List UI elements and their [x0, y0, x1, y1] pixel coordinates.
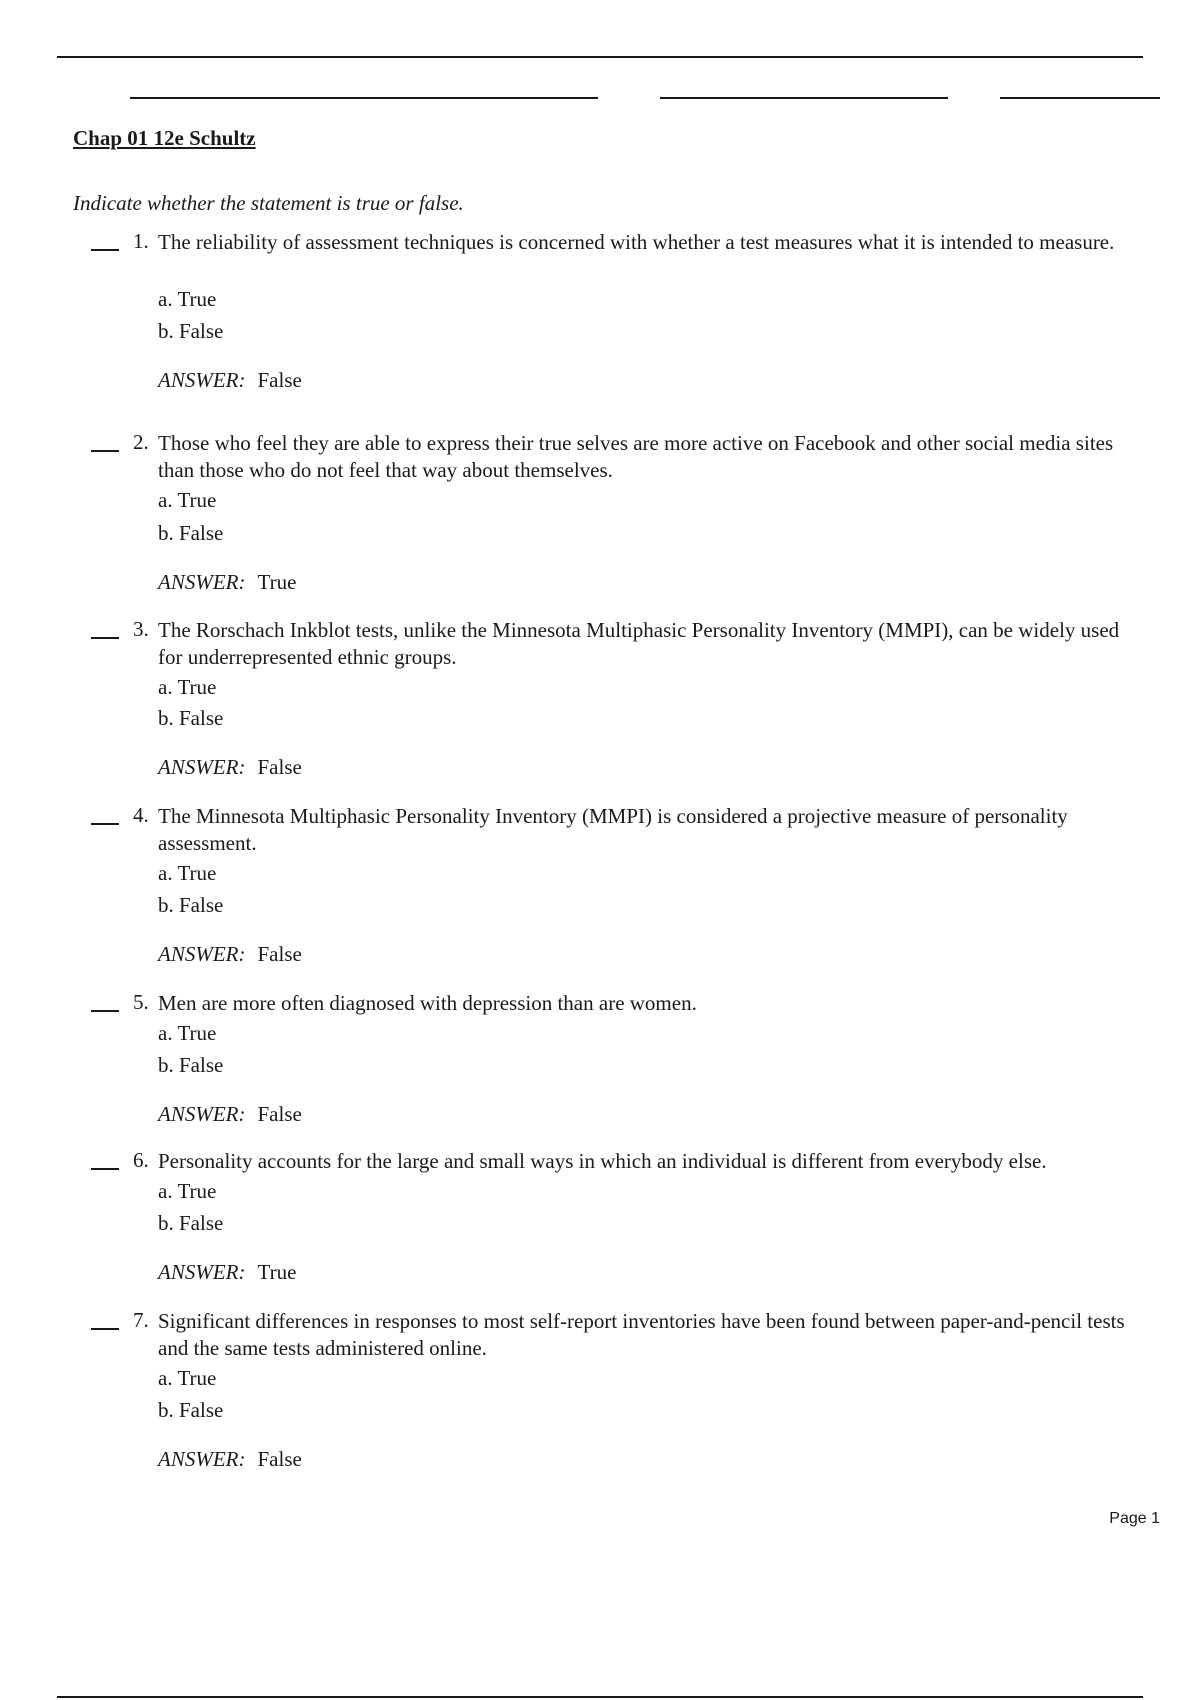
option-false: b. False [158, 1053, 224, 1077]
option-true: a. True [158, 488, 217, 512]
answer-label: ANSWER: [158, 368, 246, 392]
option-true: a. True [158, 287, 217, 311]
answer-label: ANSWER: [158, 570, 246, 594]
answer-value: False [257, 1447, 302, 1471]
question-number: 5. [133, 990, 149, 1014]
answer [158, 942, 302, 967]
page-title: Chap 01 12e Schultz [73, 126, 256, 150]
option-false: b. False [158, 893, 224, 917]
question-number: 4. [133, 803, 149, 827]
instruction: Indicate whether the statement is true or false. [73, 191, 464, 215]
answer-label: ANSWER: [158, 1102, 246, 1126]
bottom-rule [57, 1696, 1143, 1698]
answer [158, 1102, 302, 1127]
question-text: Significant differences in responses to most self-report inventories have been found between paper-and-pencil tests and the same tests administered online. [158, 1309, 1125, 1360]
answer-blank[interactable] [91, 637, 119, 639]
date-blank-line [1000, 97, 1160, 99]
answer-blank[interactable] [91, 1010, 119, 1012]
answer-value: False [257, 755, 302, 779]
answer [158, 570, 296, 595]
name-blank-line [130, 97, 598, 99]
answer-blank[interactable] [91, 1328, 119, 1330]
page-number: Page 1 [1109, 1510, 1160, 1527]
answer-value: True [257, 570, 297, 594]
option-false: b. False [158, 706, 224, 730]
answer-value: False [257, 1102, 302, 1126]
question-text: The Minnesota Multiphasic Personality Inventory (MMPI) is considered a projective measure of personality assessment. [158, 804, 1068, 855]
top-rule [57, 56, 1143, 58]
answer-label: ANSWER: [158, 942, 246, 966]
answer [158, 1260, 296, 1285]
question-text: Men are more often diagnosed with depression than are women. [158, 991, 697, 1015]
question-number: 2. [133, 430, 149, 454]
answer [158, 368, 302, 393]
question-text: Those who feel they are able to express their true selves are more active on Facebook and other social media sites than those who do not feel that way about themselves. [158, 431, 1114, 482]
option-false: b. False [158, 319, 224, 343]
option-true: a. True [158, 861, 217, 885]
answer-value: False [257, 368, 302, 392]
option-true: a. True [158, 1179, 217, 1203]
answer-value: True [257, 1260, 297, 1284]
answer-blank[interactable] [91, 823, 119, 825]
question-number: 3. [133, 617, 149, 641]
answer-label: ANSWER: [158, 755, 246, 779]
answer [158, 1447, 302, 1472]
question-text: The reliability of assessment techniques is concerned with whether a test measures what it is intended to measure. [158, 230, 1115, 254]
option-false: b. False [158, 521, 224, 545]
option-false: b. False [158, 1211, 224, 1235]
answer-label: ANSWER: [158, 1447, 246, 1471]
option-true: a. True [158, 675, 217, 699]
class-blank-line [660, 97, 948, 99]
answer-blank[interactable] [91, 450, 119, 452]
answer-label: ANSWER: [158, 1260, 246, 1284]
option-true: a. True [158, 1021, 217, 1045]
answer-blank[interactable] [91, 249, 119, 251]
question-number: 1. [133, 229, 149, 253]
answer-value: False [257, 942, 302, 966]
option-true: a. True [158, 1366, 217, 1390]
answer-blank[interactable] [91, 1168, 119, 1170]
question-text: The Rorschach Inkblot tests, unlike the Minnesota Multiphasic Personality Inventory (MMPI), can be widely used for underrepresented ethnic groups. [158, 618, 1120, 669]
question-number: 7. [133, 1308, 149, 1332]
answer [158, 755, 302, 780]
option-false: b. False [158, 1398, 224, 1422]
question-number: 6. [133, 1148, 149, 1172]
question-text: Personality accounts for the large and small ways in which an individual is different from everybody else. [158, 1149, 1047, 1173]
